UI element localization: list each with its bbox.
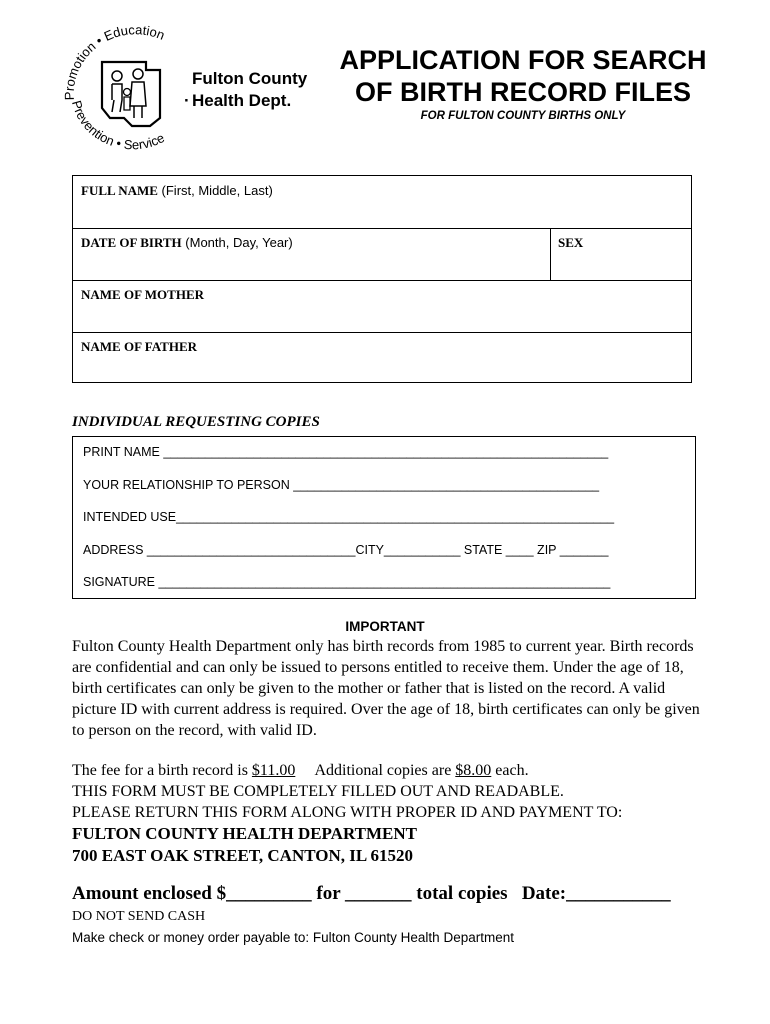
signature-field[interactable]: SIGNATURE _________________________________________________________________ [83, 575, 611, 589]
logo-ring-bottom: Prevention • Service [68, 98, 167, 153]
address-field[interactable]: ADDRESS ______________________________CITY___________ STATE ____ ZIP _______ [83, 543, 609, 557]
page-title [318, 44, 728, 108]
title-line-2: OF BIRTH RECORD FILES [355, 77, 691, 107]
full-name-hint: (First, Middle, Last) [157, 183, 273, 198]
instruction-line-2: PLEASE RETURN THIS FORM ALONG WITH PROPER ID AND PAYMENT TO: [72, 804, 623, 821]
title-line-1: APPLICATION FOR SEARCH [339, 45, 707, 75]
fulton-county-health-logo [62, 22, 334, 157]
fee-line [72, 762, 529, 780]
dob-label: DATE OF BIRTH [81, 235, 182, 250]
svg-text:·: · [184, 91, 190, 110]
date-of-birth-field[interactable] [73, 228, 550, 280]
father-name-field[interactable] [73, 332, 691, 382]
fee-prefix: The fee for a birth record is [72, 762, 252, 779]
mother-label: NAME OF MOTHER [81, 287, 205, 302]
requester-heading: INDIVIDUAL REQUESTING COPIES [72, 414, 320, 430]
department-address: 700 EAST OAK STREET, CANTON, IL 61520 [72, 846, 414, 865]
additional-prefix: Additional copies are [295, 762, 456, 779]
print-name-field[interactable]: PRINT NAME ________________________________________________________________ [83, 445, 609, 459]
logo-seal-icon [62, 22, 334, 157]
full-name-field[interactable] [73, 176, 691, 228]
logo-org-line2: Health Dept. [192, 91, 292, 110]
important-text: Fulton County Health Department only has birth records from 1985 to current year. Birth records are confidential and can only be issued to persons entitled to receive them. Under the age of 18, birth certificates can only be given to the mother or father that is listed on the record. A valid picture ID with current address is required. Over the age of 18, birth certificates can only be given to person on the record, with valid ID. [72, 638, 700, 739]
dob-hint: (Month, Day, Year) [181, 235, 293, 250]
payable-to-notice: Make check or money order payable to: Fulton County Health Department [72, 930, 514, 945]
intended-use-field[interactable]: INTENDED USE_______________________________________________________________ [83, 510, 615, 524]
instruction-line-1: THIS FORM MUST BE COMPLETELY FILLED OUT AND READABLE. [72, 783, 564, 800]
additional-suffix: each. [491, 762, 529, 779]
fee-amount: $11.00 [251, 762, 296, 779]
mother-name-field[interactable] [73, 280, 691, 332]
full-name-label: FULL NAME [81, 183, 158, 198]
relationship-field[interactable]: YOUR RELATIONSHIP TO PERSON ____________________________________________ [83, 478, 600, 492]
birth-record-table [72, 175, 692, 383]
logo-ring-top: Promotion • Education [62, 22, 167, 101]
logo-org-line1: Fulton County [192, 69, 308, 88]
no-cash-notice: DO NOT SEND CASH [72, 909, 206, 924]
amount-enclosed-line[interactable]: Amount enclosed $_________ for _______ total copies Date:___________ [72, 883, 671, 904]
important-heading: IMPORTANT [345, 619, 425, 634]
requester-box [72, 436, 696, 599]
sex-label: SEX [558, 235, 584, 250]
additional-amount: $8.00 [455, 762, 492, 779]
department-name: FULTON COUNTY HEALTH DEPARTMENT [72, 824, 417, 843]
sex-field[interactable] [550, 228, 691, 280]
page-subtitle: FOR FULTON COUNTY BIRTHS ONLY [420, 110, 626, 122]
father-label: NAME OF FATHER [81, 339, 198, 354]
